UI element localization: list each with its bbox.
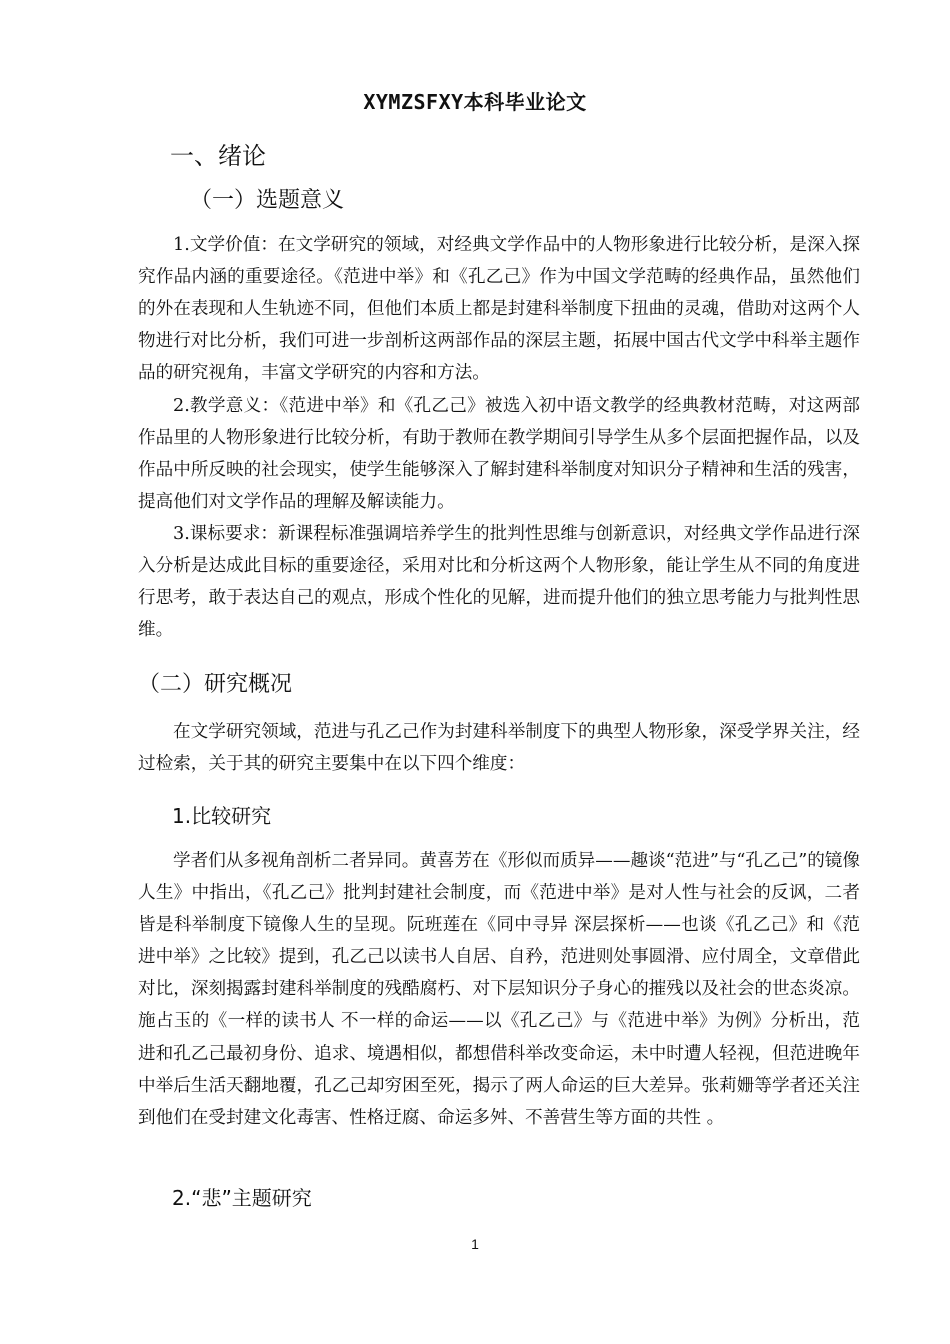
- paragraph-curriculum-requirement: 3.课标要求：新课程标准强调培养学生的批判性思维与创新意识，对经典文学作品进行深入分析是达成此目标的重要途径，采用对比和分析这两个人物形象，能让学生从不同的角度进行思考，敢于表达自己的观点，形成个性化的见解，进而提升他们的独立思考能力与批判性思维。: [138, 524, 860, 641]
- paragraph-comparative-study: 学者们从多视角剖析二者异同。黄喜芳在《形似而质异——趣谈“范进”与“孔乙己”的镜像人生》中指出，《孔乙己》批判封建社会制度，而《范进中举》是对人性与社会的反讽，二者皆是科举制度下镜像人生的呈现。阮班莲在《同中寻异 深层探析——也谈《孔乙己》和《范进中举》之比较》提到，孔乙己以读书人自居、自矜，范进则处事圆滑、应付周全，文章借此对比，深刻揭露封建科举制度的残酷腐朽、对下层知识分子身心的摧残以及社会的世态炎凉。施占玉的《一样的读书人 不一样的命运——以《孔乙己》与《范进中举》为例》分析出，范进和孔乙己最初身份、追求、境遇相似，都想借科举改变命运，未中时遭人轻视，但范进晚年中举后生活天翻地覆，孔乙己却穷困至死，揭示了两人命运的巨大差异。张莉姗等学者还关注到他们在受封建文化毒害、性格迂腐、命运多舛、不善营生等方面的共性 。: [138, 851, 860, 1128]
- subheading-tragedy-theme: 2.“悲”主题研究: [172, 1186, 312, 1210]
- document-header: XYMZSFXY本科毕业论文: [363, 90, 587, 114]
- paragraph-teaching-significance: 2.教学意义：《范进中举》和《孔乙己》被选入初中语文教学的经典教材范畴，对这两部作品里的人物形象进行比较分析，有助于教师在教学期间引导学生从多个层面把握作品，以及作品中所反映的社会现实，使学生能够深入了解封建科举制度对知识分子精神和生活的残害，提高他们对文学作品的理解及解读能力。: [138, 396, 860, 513]
- subheading-comparative-study: 1.比较研究: [172, 804, 272, 828]
- section-heading-research-overview: （二）研究概况: [138, 672, 293, 697]
- section-heading-significance: （一）选题意义: [190, 188, 345, 213]
- page-number: 1: [471, 1236, 479, 1252]
- paragraph-literary-value: 1.文学价值：在文学研究的领域，对经典文学作品中的人物形象进行比较分析，是深入探究作品内涵的重要途径。《范进中举》和《孔乙己》作为中国文学范畴的经典作品，虽然他们的外在表现和人生轨迹不同，但他们本质上都是封建科举制度下扭曲的灵魂，借助对这两个人物进行对比分析，我们可进一步剖析这两部作品的深层主题，拓展中国古代文学中科举主题作品的研究视角，丰富文学研究的内容和方法。: [138, 235, 860, 384]
- paragraph-research-intro: 在文学研究领域，范进与孔乙己作为封建科举制度下的典型人物形象，深受学界关注，经过检索，关于其的研究主要集中在以下四个维度：: [138, 722, 860, 775]
- chapter-heading: 一、绪论: [170, 142, 266, 170]
